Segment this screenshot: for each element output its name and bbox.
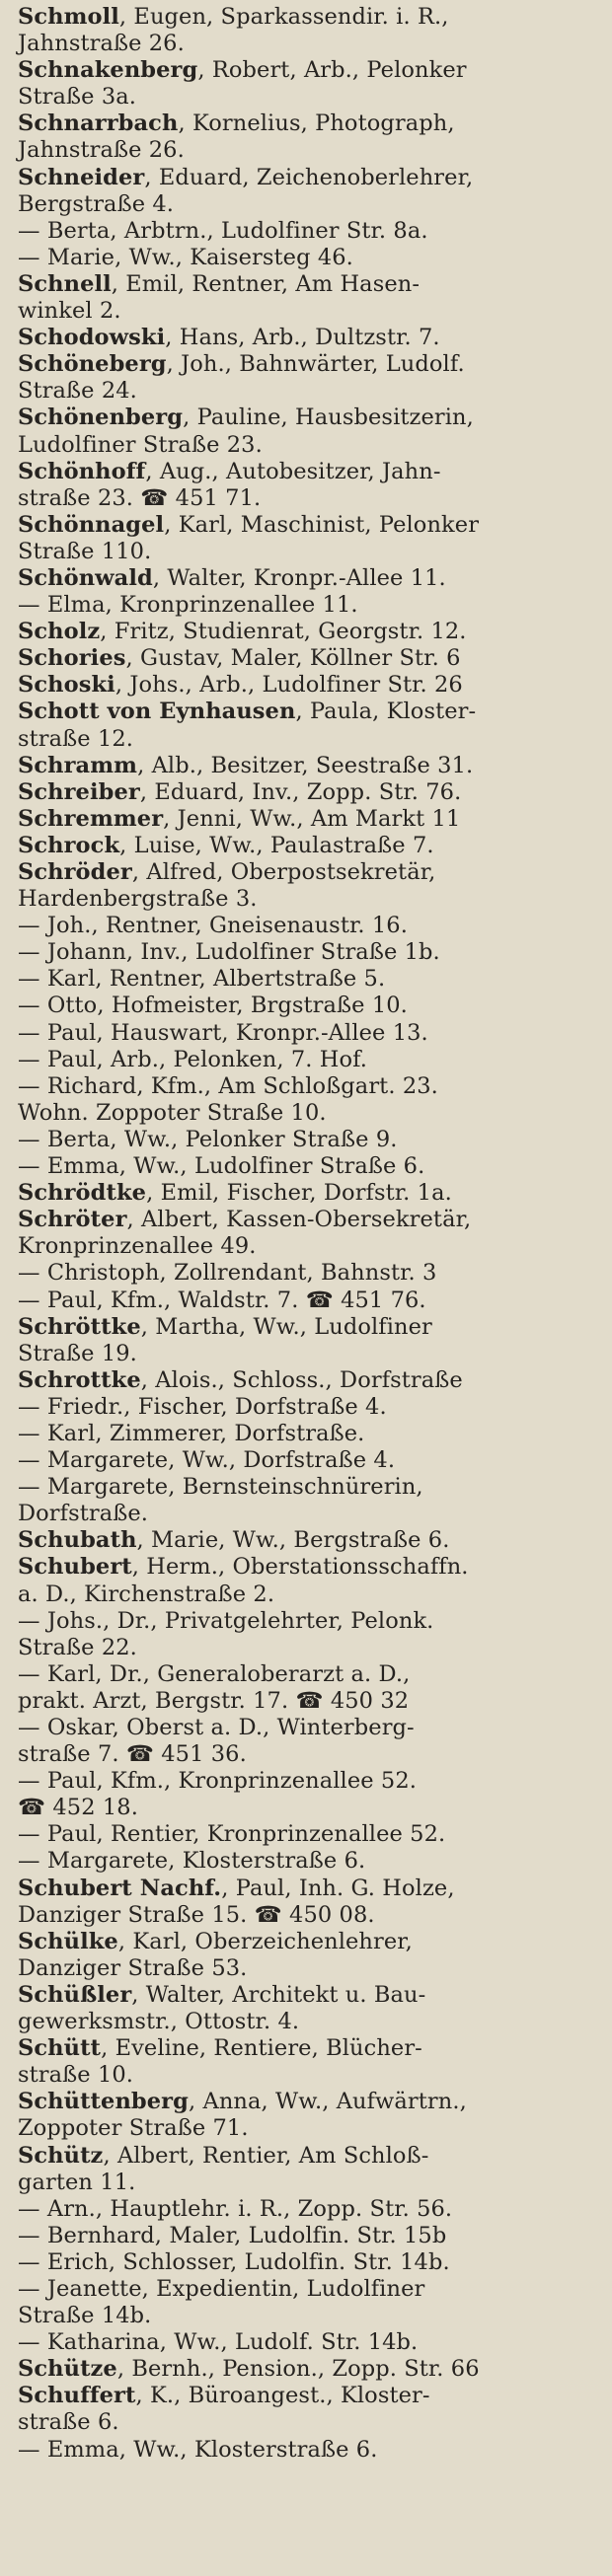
directory-entry bbox=[18, 1527, 602, 1554]
entry-text: — Paul, Kfm., Kronprinzenallee 52. bbox=[18, 1768, 417, 1795]
directory-entry bbox=[18, 1260, 602, 1287]
entry-surname: Schreiber bbox=[18, 778, 140, 805]
entry-text: , Walter, Architekt u. Bau- bbox=[131, 1981, 426, 2008]
entry-line bbox=[18, 886, 602, 913]
directory-entry bbox=[18, 1447, 602, 1474]
entry-surname: Schröter bbox=[18, 1207, 127, 1233]
entry-line bbox=[18, 2142, 602, 2170]
entry-line bbox=[18, 244, 602, 271]
directory-entry bbox=[18, 1421, 602, 1447]
entry-line bbox=[18, 1928, 602, 1955]
entry-line bbox=[18, 1554, 602, 1581]
directory-entry bbox=[18, 1180, 602, 1207]
entry-text: — Erich, Schlosser, Ludolfin. Str. 14b. bbox=[18, 2248, 450, 2275]
directory-entry bbox=[18, 2089, 602, 2142]
entry-line bbox=[18, 1848, 602, 1875]
entry-line bbox=[18, 2356, 602, 2383]
directory-entry bbox=[18, 165, 602, 218]
entry-text: , K., Büroangest., Kloster- bbox=[135, 2383, 430, 2409]
entry-text: , Albert, Kassen-Obersekretär, bbox=[126, 1207, 472, 1233]
entry-line bbox=[18, 1207, 602, 1233]
entry-surname: Schütt bbox=[18, 2035, 102, 2062]
entry-line bbox=[18, 2089, 602, 2115]
entry-text: Kronprinzenallee 49. bbox=[18, 1233, 257, 1260]
entry-text: — Elma, Kronprinzenallee 11. bbox=[18, 592, 358, 619]
entry-line bbox=[18, 110, 602, 137]
entry-text: — Otto, Hofmeister, Brgstraße 10. bbox=[18, 993, 408, 1019]
entry-line bbox=[18, 31, 602, 57]
entry-line bbox=[18, 325, 602, 351]
entry-line bbox=[18, 1019, 602, 1047]
entry-text: — Karl, Zimmerer, Dorfstraße. bbox=[18, 1420, 365, 1446]
entry-text: straße 23. ☎ 451 71. bbox=[18, 484, 262, 511]
directory-entry bbox=[18, 110, 602, 164]
entry-text: winkel 2. bbox=[18, 298, 121, 325]
entry-text: Wohn. Zoppoter Straße 10. bbox=[18, 1099, 327, 1126]
directory-entry bbox=[18, 672, 602, 699]
entry-surname: Schröder bbox=[18, 859, 132, 885]
entry-surname: Schmoll bbox=[18, 4, 119, 30]
entry-text: — Oskar, Oberst a. D., Winterberg- bbox=[18, 1715, 415, 1740]
entry-line bbox=[18, 752, 602, 779]
directory-entry bbox=[18, 245, 602, 271]
entry-text: , Johs., Arb., Ludolfiner Str. 26 bbox=[115, 672, 463, 699]
directory-entry bbox=[18, 833, 602, 859]
entry-surname: Schubath bbox=[18, 1527, 137, 1554]
entry-text: Bergstraße 4. bbox=[18, 190, 175, 217]
entry-surname: Schuffert bbox=[18, 2383, 136, 2409]
entry-text: straße 10. bbox=[18, 2062, 134, 2089]
directory-entry bbox=[18, 1288, 602, 1314]
entry-line bbox=[18, 1581, 602, 1608]
entry-line bbox=[18, 699, 602, 725]
entry-text: Straße 110. bbox=[18, 538, 152, 564]
entry-text: Straße 14b. bbox=[18, 2303, 152, 2329]
entry-surname: Schönenberg bbox=[18, 405, 184, 431]
directory-entry bbox=[18, 2223, 602, 2249]
directory-entry bbox=[18, 1715, 602, 1768]
entry-line bbox=[18, 1607, 602, 1635]
directory-entry bbox=[18, 351, 602, 405]
entry-line bbox=[18, 1741, 602, 1768]
entry-surname: Schrödtke bbox=[18, 1180, 147, 1207]
entry-surname: Schnell bbox=[18, 270, 112, 297]
entry-surname: Schnakenberg bbox=[18, 57, 198, 84]
entry-surname: Schremmer bbox=[18, 805, 164, 832]
entry-line bbox=[18, 270, 602, 298]
entry-line bbox=[18, 511, 602, 539]
entry-text: — Paul, Arb., Pelonken, 7. Hof. bbox=[18, 1046, 368, 1072]
entry-text: , Eveline, Rentiere, Blücher- bbox=[101, 2035, 422, 2062]
entry-line bbox=[18, 1366, 602, 1394]
entry-line bbox=[18, 2383, 602, 2409]
directory-entry bbox=[18, 1207, 602, 1260]
entry-surname: Schrock bbox=[18, 832, 120, 858]
entry-line bbox=[18, 592, 602, 619]
entry-text: — Margarete, Klosterstraße 6. bbox=[18, 1848, 366, 1875]
directory-entry bbox=[18, 218, 602, 245]
directory-entry bbox=[18, 2143, 602, 2196]
entry-line bbox=[18, 1768, 602, 1795]
entry-text: Straße 22. bbox=[18, 1634, 137, 1660]
directory-entry bbox=[18, 1020, 602, 1047]
entry-text: — Paul, Hauswart, Kronpr.-Allee 13. bbox=[18, 1019, 428, 1046]
entry-surname: Schüßler bbox=[18, 1981, 132, 2008]
entry-text: — Marie, Ww., Kaisersteg 46. bbox=[18, 244, 353, 270]
directory-entry bbox=[18, 966, 602, 993]
entry-text: — Friedr., Fischer, Dorfstraße 4. bbox=[18, 1393, 387, 1420]
entry-text: ☎ 452 18. bbox=[18, 1795, 138, 1821]
directory-entry bbox=[18, 645, 602, 672]
entry-line bbox=[18, 538, 602, 565]
entry-line bbox=[18, 2222, 602, 2249]
entry-line bbox=[18, 966, 602, 993]
entry-surname: Schütz bbox=[18, 2142, 104, 2169]
entry-surname: Schubert bbox=[18, 1554, 132, 1581]
directory-entry bbox=[18, 4, 602, 57]
directory-entry bbox=[18, 2437, 602, 2464]
entry-text: , Eduard, Inv., Zopp. Str. 76. bbox=[139, 778, 462, 805]
entry-text: Danziger Straße 15. ☎ 450 08. bbox=[18, 1901, 375, 1928]
entry-line bbox=[18, 913, 602, 939]
entry-text: — Margarete, Ww., Dorfstraße 4. bbox=[18, 1447, 396, 1474]
entry-line bbox=[18, 2248, 602, 2276]
directory-entry bbox=[18, 1047, 602, 1073]
entry-text: — Karl, Rentner, Albertstraße 5. bbox=[18, 966, 386, 993]
entry-text: , Karl, Maschinist, Pelonker bbox=[164, 511, 480, 538]
entry-text: gewerksmstr., Ottostr. 4. bbox=[18, 2009, 300, 2035]
directory-entry bbox=[18, 913, 602, 939]
directory-entry bbox=[18, 619, 602, 645]
entry-text: , Hans, Arb., Dultzstr. 7. bbox=[165, 325, 440, 351]
entry-line bbox=[18, 351, 602, 378]
entry-text: — Berta, Arbtrn., Ludolfiner Str. 8a. bbox=[18, 217, 428, 244]
directory-entry bbox=[18, 1661, 602, 1715]
entry-line bbox=[18, 2115, 602, 2142]
entry-line bbox=[18, 4, 602, 31]
entry-surname: Schodowski bbox=[18, 325, 166, 351]
entry-line bbox=[18, 1981, 602, 2009]
entry-line bbox=[18, 805, 602, 833]
entry-line bbox=[18, 2195, 602, 2223]
entry-text: — Berta, Ww., Pelonker Straße 9. bbox=[18, 1126, 398, 1152]
directory-entry bbox=[18, 2035, 602, 2089]
entry-text: Danziger Straße 53. bbox=[18, 1954, 248, 1981]
entry-text: — Arn., Hauptlehr. i. R., Zopp. Str. 56. bbox=[18, 2195, 453, 2222]
entry-line bbox=[18, 431, 602, 459]
directory-entry bbox=[18, 1474, 602, 1527]
directory-entry bbox=[18, 1821, 602, 1848]
directory-entry bbox=[18, 1982, 602, 2035]
entry-surname: Schönwald bbox=[18, 564, 153, 591]
directory-entry bbox=[18, 993, 602, 1019]
directory-entry bbox=[18, 1367, 602, 1394]
entry-surname: Schüttenberg bbox=[18, 2089, 189, 2115]
entry-line bbox=[18, 164, 602, 191]
entry-line bbox=[18, 2035, 602, 2062]
entry-text: — Paul, Rentier, Kronprinzenallee 52. bbox=[18, 1821, 446, 1848]
entry-text: — Karl, Dr., Generaloberarzt a. D., bbox=[18, 1660, 411, 1687]
directory-entry bbox=[18, 2249, 602, 2276]
entry-surname: Schröttke bbox=[18, 1313, 141, 1340]
entry-surname: Schönnagel bbox=[18, 511, 165, 538]
entry-line bbox=[18, 57, 602, 84]
entry-line bbox=[18, 2436, 602, 2464]
directory-entry bbox=[18, 512, 602, 565]
directory-entry bbox=[18, 271, 602, 325]
directory-entry bbox=[18, 1394, 602, 1421]
entry-line bbox=[18, 2062, 602, 2089]
entry-line bbox=[18, 2275, 602, 2303]
entry-text: Dorfstraße. bbox=[18, 1501, 149, 1527]
entry-line bbox=[18, 1660, 602, 1688]
entry-line bbox=[18, 1954, 602, 1982]
entry-line bbox=[18, 2009, 602, 2035]
entry-text: , Luise, Ww., Paulastraße 7. bbox=[119, 832, 434, 858]
directory-entry bbox=[18, 2356, 602, 2383]
directory-entry bbox=[18, 1314, 602, 1367]
entry-line bbox=[18, 1126, 602, 1153]
entry-line bbox=[18, 725, 602, 753]
entry-text: , Emil, Fischer, Dorfstr. 1a. bbox=[146, 1180, 452, 1207]
entry-line bbox=[18, 484, 602, 512]
directory-entry bbox=[18, 565, 602, 592]
entry-line bbox=[18, 1260, 602, 1287]
entry-surname: Schramm bbox=[18, 752, 138, 778]
directory-entry bbox=[18, 2276, 602, 2329]
entry-text: , Robert, Arb., Pelonker bbox=[197, 57, 467, 84]
entry-line bbox=[18, 1527, 602, 1554]
directory-entry bbox=[18, 859, 602, 913]
entry-text: — Richard, Kfm., Am Schloßgart. 23. bbox=[18, 1072, 438, 1099]
entry-text: , Gustav, Maler, Köllner Str. 6 bbox=[125, 645, 461, 672]
directory-entry bbox=[18, 325, 602, 351]
entry-text: straße 12. bbox=[18, 725, 134, 752]
entry-line bbox=[18, 1340, 602, 1367]
entry-text: , Jenni, Ww., Am Markt 11 bbox=[163, 805, 461, 832]
entry-text: , Alb., Besitzer, Seestraße 31. bbox=[137, 752, 474, 778]
directory-entry bbox=[18, 1073, 602, 1127]
entry-line bbox=[18, 1072, 602, 1100]
entry-line bbox=[18, 778, 602, 806]
entry-line bbox=[18, 1901, 602, 1929]
directory-entry bbox=[18, 1554, 602, 1607]
entry-line bbox=[18, 217, 602, 245]
entry-text: — Joh., Rentner, Gneisenaustr. 16. bbox=[18, 913, 408, 939]
entry-text: , Albert, Rentier, Am Schloß- bbox=[103, 2142, 429, 2169]
entry-line bbox=[18, 1447, 602, 1474]
entry-text: Zoppoter Straße 71. bbox=[18, 2115, 249, 2142]
directory-entry bbox=[18, 699, 602, 752]
directory-entry bbox=[18, 2196, 602, 2223]
entry-surname: Schubert Nachf. bbox=[18, 1875, 222, 1901]
entry-text: Straße 19. bbox=[18, 1340, 137, 1366]
directory-entry bbox=[18, 1876, 602, 1929]
entry-line bbox=[18, 458, 602, 485]
entry-text: — Christoph, Zollrendant, Bahnstr. 3 bbox=[18, 1260, 437, 1287]
entry-text: , Eugen, Sparkassendir. i. R., bbox=[118, 4, 449, 30]
directory-entry bbox=[18, 1608, 602, 1661]
entry-text: Straße 3a. bbox=[18, 84, 137, 110]
entry-surname: Scholz bbox=[18, 619, 101, 645]
entry-text: , Kornelius, Photograph, bbox=[178, 110, 455, 137]
entry-line bbox=[18, 1099, 602, 1127]
entry-text: — Jeanette, Expedientin, Ludolfiner bbox=[18, 2275, 425, 2302]
entry-line bbox=[18, 939, 602, 966]
directory-entry bbox=[18, 939, 602, 966]
entry-text: , Bernh., Pension., Zopp. Str. 66 bbox=[116, 2356, 480, 2383]
entry-text: , Karl, Oberzeichenlehrer, bbox=[117, 1928, 413, 1954]
entry-line bbox=[18, 1180, 602, 1207]
entry-line bbox=[18, 1821, 602, 1848]
entry-text: prakt. Arzt, Bergstr. 17. ☎ 450 32 bbox=[18, 1687, 410, 1714]
entry-line bbox=[18, 832, 602, 859]
entry-text: , Joh., Bahnwärter, Ludolf. bbox=[166, 351, 465, 378]
entry-surname: Schoski bbox=[18, 672, 115, 699]
entry-text: , Anna, Ww., Aufwärtrn., bbox=[188, 2089, 467, 2115]
entry-line bbox=[18, 137, 602, 164]
entry-text: , Pauline, Hausbesitzerin, bbox=[183, 405, 474, 431]
entry-line bbox=[18, 1287, 602, 1314]
entry-line bbox=[18, 190, 602, 218]
entry-line bbox=[18, 1795, 602, 1821]
entry-surname: Schneider bbox=[18, 164, 145, 190]
entry-surname: Schnarrbach bbox=[18, 110, 179, 137]
entry-surname: Schütze bbox=[18, 2356, 117, 2383]
directory-entry bbox=[18, 405, 602, 458]
entry-line bbox=[18, 619, 602, 645]
entry-text: , Martha, Ww., Ludolfiner bbox=[140, 1313, 432, 1340]
entry-surname: Schories bbox=[18, 645, 126, 672]
directory-entry bbox=[18, 806, 602, 833]
entry-text: — Paul, Kfm., Waldstr. 7. ☎ 451 76. bbox=[18, 1287, 426, 1313]
entry-line bbox=[18, 2329, 602, 2356]
entry-line bbox=[18, 1046, 602, 1073]
entry-line bbox=[18, 672, 602, 699]
entry-line bbox=[18, 1233, 602, 1260]
directory-entry bbox=[18, 779, 602, 806]
entry-text: straße 7. ☎ 451 36. bbox=[18, 1741, 247, 1768]
entry-line bbox=[18, 298, 602, 325]
entry-line bbox=[18, 1474, 602, 1501]
entry-line bbox=[18, 2169, 602, 2196]
entry-line bbox=[18, 2303, 602, 2329]
entry-line bbox=[18, 1875, 602, 1902]
entry-text: — Margarete, Bernsteinschnürerin, bbox=[18, 1474, 423, 1501]
entry-text: — Johann, Inv., Ludolfiner Straße 1b. bbox=[18, 939, 440, 966]
entry-text: , Alfred, Oberpostsekretär, bbox=[131, 859, 436, 885]
entry-line bbox=[18, 1313, 602, 1341]
entry-text: , Marie, Ww., Bergstraße 6. bbox=[136, 1527, 450, 1554]
entry-text: , Aug., Autobesitzer, Jahn- bbox=[145, 458, 441, 484]
entry-surname: Schülke bbox=[18, 1928, 118, 1954]
entry-surname: Schöneberg bbox=[18, 351, 167, 378]
entry-line bbox=[18, 2409, 602, 2436]
entry-text: garten 11. bbox=[18, 2169, 136, 2195]
entry-text: — Emma, Ww., Ludolfiner Straße 6. bbox=[18, 1153, 425, 1180]
directory-entry bbox=[18, 2329, 602, 2356]
entry-text: — Johs., Dr., Privatgelehrter, Pelonk. bbox=[18, 1607, 434, 1634]
entry-text: , Fritz, Studienrat, Georgstr. 12. bbox=[100, 619, 467, 645]
directory-entry bbox=[18, 459, 602, 512]
entry-surname: Schott von Eynhausen bbox=[18, 699, 296, 725]
directory-entry bbox=[18, 753, 602, 779]
directory-entry bbox=[18, 1929, 602, 1982]
entry-line bbox=[18, 378, 602, 405]
entry-line bbox=[18, 645, 602, 672]
entry-text: straße 6. bbox=[18, 2409, 119, 2436]
entry-text: , Emil, Rentner, Am Hasen- bbox=[111, 270, 421, 297]
entry-text: — Emma, Ww., Klosterstraße 6. bbox=[18, 2436, 378, 2463]
entry-surname: Schrottke bbox=[18, 1366, 141, 1393]
entry-text: , Alois., Schloss., Dorfstraße bbox=[140, 1366, 463, 1393]
directory-entry bbox=[18, 592, 602, 619]
entry-surname: Schönhoff bbox=[18, 458, 146, 484]
entry-text: , Walter, Kronpr.-Allee 11. bbox=[152, 564, 446, 591]
entry-text: , Paul, Inh. G. Holze, bbox=[221, 1875, 455, 1901]
entry-text: Jahnstraße 26. bbox=[18, 137, 185, 164]
entry-line bbox=[18, 859, 602, 886]
entry-text: — Katharina, Ww., Ludolf. Str. 14b. bbox=[18, 2329, 419, 2356]
entry-text: Straße 24. bbox=[18, 378, 137, 405]
entry-line bbox=[18, 1501, 602, 1527]
entry-text: , Eduard, Zeichenoberlehrer, bbox=[144, 164, 474, 190]
entry-text: Ludolfiner Straße 23. bbox=[18, 431, 263, 458]
directory-entry bbox=[18, 2383, 602, 2436]
directory-entry bbox=[18, 1153, 602, 1180]
directory-entry bbox=[18, 57, 602, 110]
entry-text: , Paula, Kloster- bbox=[295, 699, 477, 725]
entry-line bbox=[18, 1634, 602, 1661]
entry-line bbox=[18, 1715, 602, 1741]
entry-line bbox=[18, 1420, 602, 1447]
entry-line bbox=[18, 1153, 602, 1180]
directory-entry bbox=[18, 1848, 602, 1875]
entry-line bbox=[18, 993, 602, 1019]
directory-entry bbox=[18, 1768, 602, 1821]
entry-text: Hardenbergstraße 3. bbox=[18, 886, 258, 913]
entry-line bbox=[18, 564, 602, 592]
entry-text: — Bernhard, Maler, Ludolfin. Str. 15b bbox=[18, 2222, 447, 2248]
entry-line bbox=[18, 84, 602, 110]
directory-entry bbox=[18, 1127, 602, 1153]
entry-text: Jahnstraße 26. bbox=[18, 31, 185, 57]
entry-line bbox=[18, 1393, 602, 1421]
entry-text: , Herm., Oberstationsschaffn. bbox=[131, 1554, 469, 1581]
entry-text: a. D., Kirchenstraße 2. bbox=[18, 1581, 275, 1607]
entry-line bbox=[18, 405, 602, 431]
entry-line bbox=[18, 1687, 602, 1715]
